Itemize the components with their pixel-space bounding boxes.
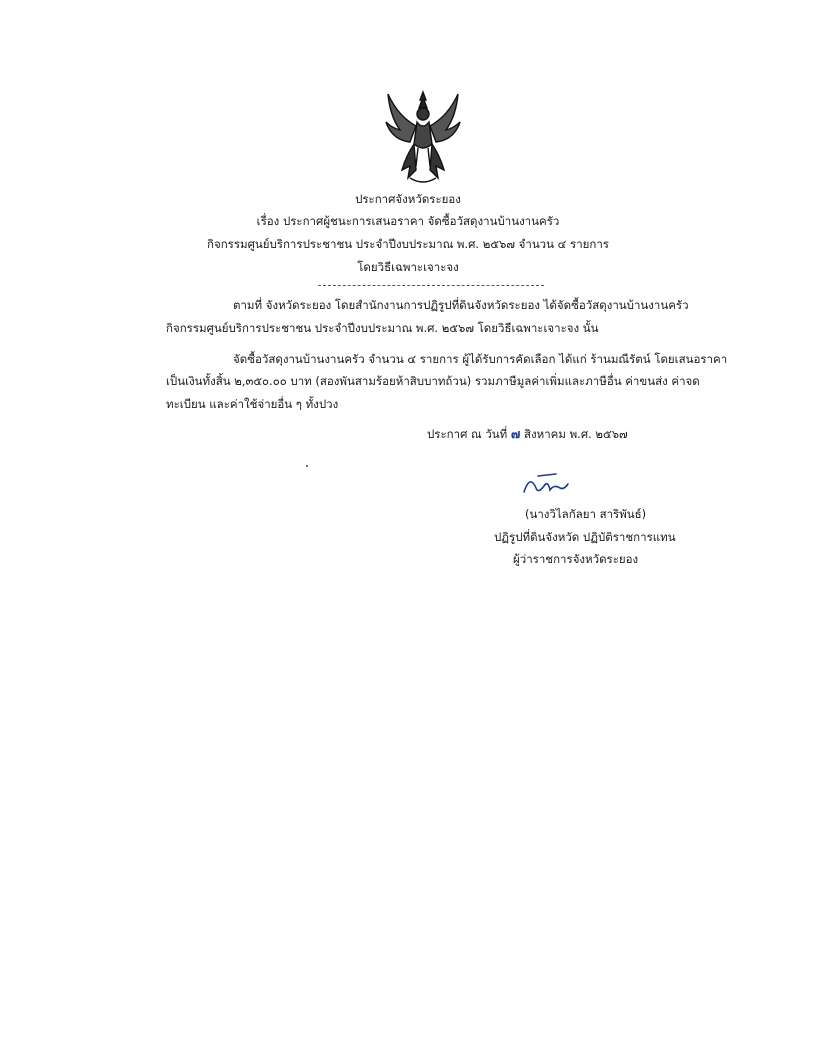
paragraph2-line1: จัดซื้อวัสดุงานบ้านงานครัว จำนวน ๔ รายการ ผู้ได้รับการคัดเลือก ได้แก่ ร้านมณีรัตน์ โดยเสนอราคา [233,352,728,366]
paragraph1-line2: กิจกรรมศูนย์บริการประชาชน ประจำปีงบประมาณ พ.ศ. ๒๕๖๗ โดยวิธีเฉพาะเจาะจง นั้น [166,321,599,335]
paragraph1-line1: ตามที่ จังหวัดระยอง โดยสำนักงานการปฏิรูปที่ดินจังหวัดระยอง ได้จัดซื้อวัสดุงานบ้านงานครัว [233,298,689,312]
signatory-position: ปฏิรูปที่ดินจังหวัด ปฏิบัติราชการแทน [494,530,676,544]
date-day: ๗ [510,426,521,441]
signatory-name: (นางวิไลกัลยา สาริพันธ์) [525,507,647,521]
separator-line [318,285,544,286]
activity-line: กิจกรรมศูนย์บริการประชาชน ประจำปีงบประมาณ พ.ศ. ๒๕๖๗ จำนวน ๔ รายการ [207,237,609,251]
date-prefix: ประกาศ ณ วันที่ [427,427,508,441]
paragraph2-line3: ทะเบียน และค่าใช้จ่ายอื่น ๆ ทั้งปวง [166,397,339,411]
garuda-emblem-icon [380,86,466,188]
signatory-office: ผู้ว่าราชการจังหวัดระยอง [513,552,639,566]
subject-line: เรื่อง ประกาศผู้ชนะการเสนอราคา จัดซื้อวัสดุงานบ้านงานครัว [256,214,560,228]
announcement-date [427,426,628,442]
date-rest: สิงหาคม พ.ศ. ๒๕๖๗ [523,427,628,441]
handwritten-signature [516,470,576,500]
stray-mark [306,465,308,467]
method-line: โดยวิธีเฉพาะเจาะจง [357,260,459,274]
paragraph2-line2: เป็นเงินทั้งสิ้น ๒,๓๕๐.๐๐ บาท (สองพันสามร้อยห้าสิบบาทถ้วน) รวมภาษีมูลค่าเพิ่มและภาษีอื่น ค่าขนส่ง ค่าจด [166,374,700,388]
announcement-title: ประกาศจังหวัดระยอง [355,192,461,206]
